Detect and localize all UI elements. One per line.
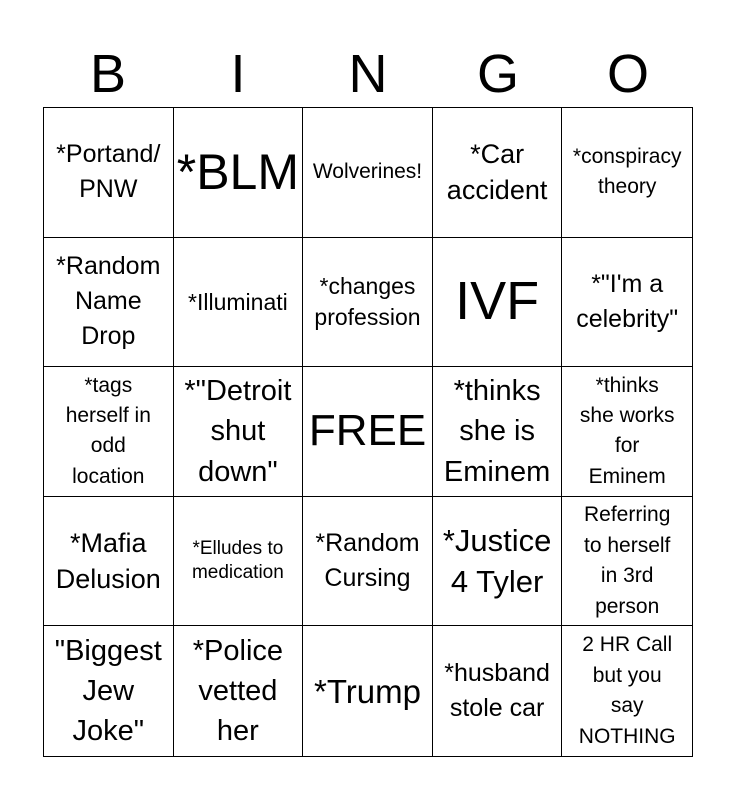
bingo-cell[interactable]	[44, 108, 174, 238]
bingo-cell[interactable]	[562, 108, 692, 238]
cell-text: *conspiracy theory	[572, 144, 682, 199]
bingo-cell[interactable]	[303, 108, 433, 238]
cell-text: Referring to herself in 3rd person	[584, 503, 671, 618]
cell-text: *Random Cursing	[315, 529, 420, 593]
bingo-cell[interactable]	[562, 238, 692, 368]
bingo-cell[interactable]	[44, 497, 174, 627]
header-letter-o: O	[606, 44, 649, 104]
cell-text: *husband stole car	[444, 659, 550, 723]
cell-text: *Car accident	[446, 138, 548, 206]
bingo-cell[interactable]	[433, 108, 563, 238]
cell-text: *"I'm a celebrity"	[576, 269, 679, 333]
cell-text: *thinks she works for Eminem	[579, 373, 675, 488]
bingo-cell[interactable]	[44, 238, 174, 368]
header-letter-i: I	[230, 44, 246, 104]
bingo-cell[interactable]	[174, 367, 304, 497]
cell-text: *Elludes to medication	[191, 538, 284, 584]
cell-text: 2 HR Call but you say NOTHING	[578, 633, 676, 748]
bingo-cell[interactable]	[303, 497, 433, 627]
bingo-cell[interactable]	[433, 626, 563, 756]
bingo-cell[interactable]	[562, 497, 692, 627]
cell-text: "Biggest Jew Joke"	[54, 635, 162, 748]
header-letter-g: G	[476, 44, 519, 104]
bingo-cell[interactable]	[174, 497, 304, 627]
bingo-cell[interactable]	[303, 626, 433, 756]
cell-text: *Random Name Drop	[56, 252, 161, 351]
cell-text: *"Detroit shut down"	[184, 375, 292, 488]
bingo-header	[43, 42, 693, 106]
cell-text: IVF	[455, 271, 540, 332]
free-space-text: FREE	[308, 406, 427, 456]
bingo-cell[interactable]	[174, 626, 304, 756]
bingo-cell[interactable]	[433, 238, 563, 368]
bingo-cell[interactable]	[433, 497, 563, 627]
bingo-card-grid	[43, 107, 693, 757]
bingo-cell[interactable]	[433, 367, 563, 497]
bingo-cell[interactable]	[303, 238, 433, 368]
cell-text: Wolverines!	[312, 160, 423, 184]
bingo-cell[interactable]	[562, 626, 692, 756]
bingo-cell[interactable]	[44, 367, 174, 497]
cell-text: *tags herself in odd location	[65, 373, 151, 488]
cell-text: *BLM	[176, 143, 300, 200]
cell-text: *Police vetted her	[192, 635, 284, 748]
cell-text: *Trump	[314, 672, 421, 710]
bingo-cell[interactable]	[174, 238, 304, 368]
bingo-cell[interactable]	[44, 626, 174, 756]
bingo-cell[interactable]	[174, 108, 304, 238]
cell-text: *Portand/ PNW	[56, 140, 161, 204]
header-letter-b: B	[89, 44, 127, 104]
bingo-cell[interactable]	[562, 367, 692, 497]
cell-text: *Illuminati	[188, 288, 288, 315]
header-letter-n: N	[348, 44, 388, 104]
free-space-cell[interactable]	[303, 367, 433, 497]
cell-text: *thinks she is Eminem	[443, 375, 551, 488]
cell-text: *Mafia Delusion	[55, 527, 161, 595]
cell-text: *Justice 4 Tyler	[442, 522, 552, 600]
cell-text: *changes profession	[314, 273, 421, 330]
